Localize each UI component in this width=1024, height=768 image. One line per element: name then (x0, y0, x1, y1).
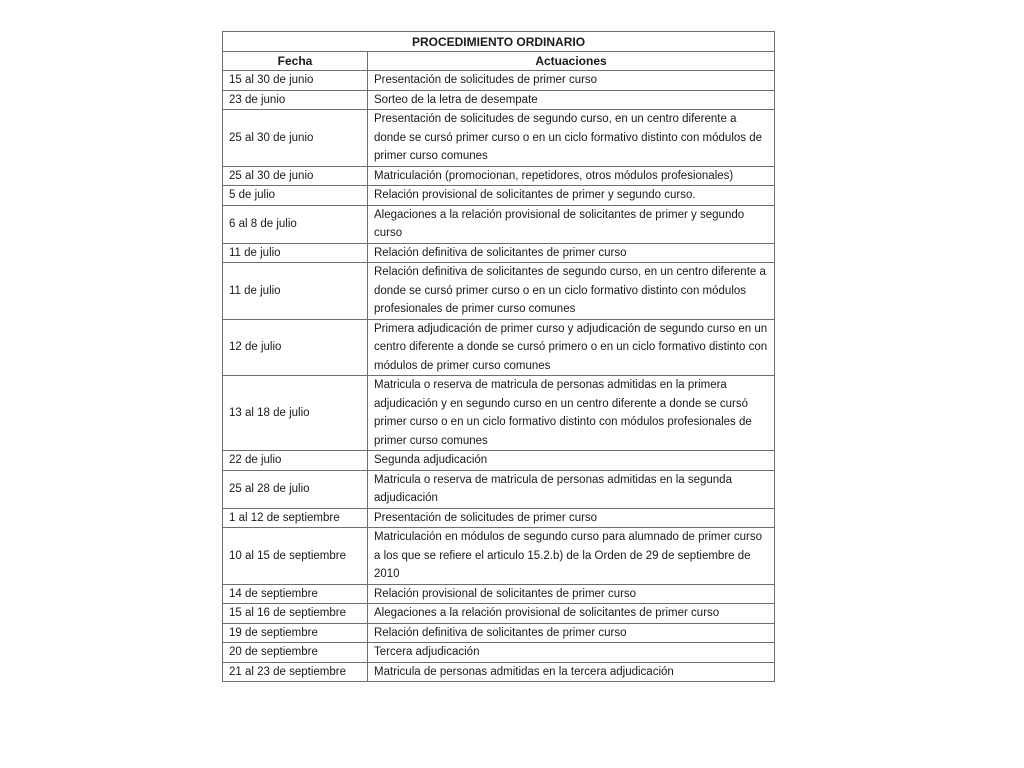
date-cell: 14 de septiembre (223, 584, 368, 604)
table-row (223, 243, 775, 263)
table-row (223, 623, 775, 643)
date-cell: 15 al 30 de junio (223, 71, 368, 91)
title-row (223, 32, 775, 52)
header-date: Fecha (223, 52, 368, 71)
header-actions: Actuaciones (368, 52, 775, 71)
date-cell: 21 al 23 de septiembre (223, 662, 368, 682)
table-row (223, 205, 775, 243)
action-cell: Matriculación en módulos de segundo curso para alumnado de primer curso a los que se refiere el articulo 15.2.b) de la Orden de 29 de septiembre de 2010 (368, 528, 775, 585)
action-cell: Primera adjudicación de primer curso y adjudicación de segundo curso en un centro diferente a donde se cursó primero o en un ciclo formativo distinto con módulos de primer curso comunes (368, 319, 775, 376)
table-row (223, 263, 775, 320)
date-cell: 1 al 12 de septiembre (223, 508, 368, 528)
date-cell: 15 al 16 de septiembre (223, 604, 368, 624)
table-row (223, 71, 775, 91)
action-cell: Relación definitiva de solicitantes de primer curso (368, 243, 775, 263)
action-cell: Alegaciones a la relación provisional de solicitantes de primer y segundo curso (368, 205, 775, 243)
table-row (223, 451, 775, 471)
action-cell: Presentación de solicitudes de primer curso (368, 508, 775, 528)
action-cell: Relación definitiva de solicitantes de segundo curso, en un centro diferente a donde se cursó primer curso o en un ciclo formativo distinto con módulos profesionales de primer curso comunes (368, 263, 775, 320)
action-cell: Relación provisional de solicitantes de primer y segundo curso. (368, 186, 775, 206)
action-cell: Presentación de solicitudes de primer curso (368, 71, 775, 91)
table-row (223, 110, 775, 167)
table-row (223, 643, 775, 663)
date-cell: 23 de junio (223, 90, 368, 110)
table-row (223, 186, 775, 206)
date-cell: 12 de julio (223, 319, 368, 376)
action-cell: Matricula o reserva de matricula de personas admitidas en la primera adjudicación y en segundo curso en un centro diferente a donde se cursó primer curso o en un ciclo formativo distinto con módulos profesionales de primer curso comunes (368, 376, 775, 451)
action-cell: Relación provisional de solicitantes de primer curso (368, 584, 775, 604)
date-cell: 25 al 30 de junio (223, 166, 368, 186)
table-row (223, 604, 775, 624)
table-row (223, 319, 775, 376)
action-cell: Tercera adjudicación (368, 643, 775, 663)
action-cell: Alegaciones a la relación provisional de solicitantes de primer curso (368, 604, 775, 624)
table-row (223, 662, 775, 682)
header-row (223, 52, 775, 71)
table-row (223, 90, 775, 110)
action-cell: Segunda adjudicación (368, 451, 775, 471)
table-row (223, 376, 775, 451)
date-cell: 20 de septiembre (223, 643, 368, 663)
action-cell: Presentación de solicitudes de segundo curso, en un centro diferente a donde se cursó primer curso o en un ciclo formativo distinto con módulos de primer curso comunes (368, 110, 775, 167)
date-cell: 11 de julio (223, 263, 368, 320)
action-cell: Relación definitiva de solicitantes de primer curso (368, 623, 775, 643)
table-row (223, 528, 775, 585)
action-cell: Matriculación (promocionan, repetidores, otros módulos profesionales) (368, 166, 775, 186)
procedure-table (222, 31, 775, 682)
action-cell: Sorteo de la letra de desempate (368, 90, 775, 110)
action-cell: Matricula o reserva de matricula de personas admitidas en la segunda adjudicación (368, 470, 775, 508)
table-row (223, 166, 775, 186)
date-cell: 13 al 18 de julio (223, 376, 368, 451)
date-cell: 11 de julio (223, 243, 368, 263)
date-cell: 25 al 28 de julio (223, 470, 368, 508)
date-cell: 22 de julio (223, 451, 368, 471)
date-cell: 10 al 15 de septiembre (223, 528, 368, 585)
action-cell: Matricula de personas admitidas en la tercera adjudicación (368, 662, 775, 682)
date-cell: 5 de julio (223, 186, 368, 206)
date-cell: 25 al 30 de junio (223, 110, 368, 167)
date-cell: 19 de septiembre (223, 623, 368, 643)
table-row (223, 470, 775, 508)
table-row (223, 508, 775, 528)
table-row (223, 584, 775, 604)
date-cell: 6 al 8 de julio (223, 205, 368, 243)
table-title: PROCEDIMIENTO ORDINARIO (223, 32, 775, 52)
